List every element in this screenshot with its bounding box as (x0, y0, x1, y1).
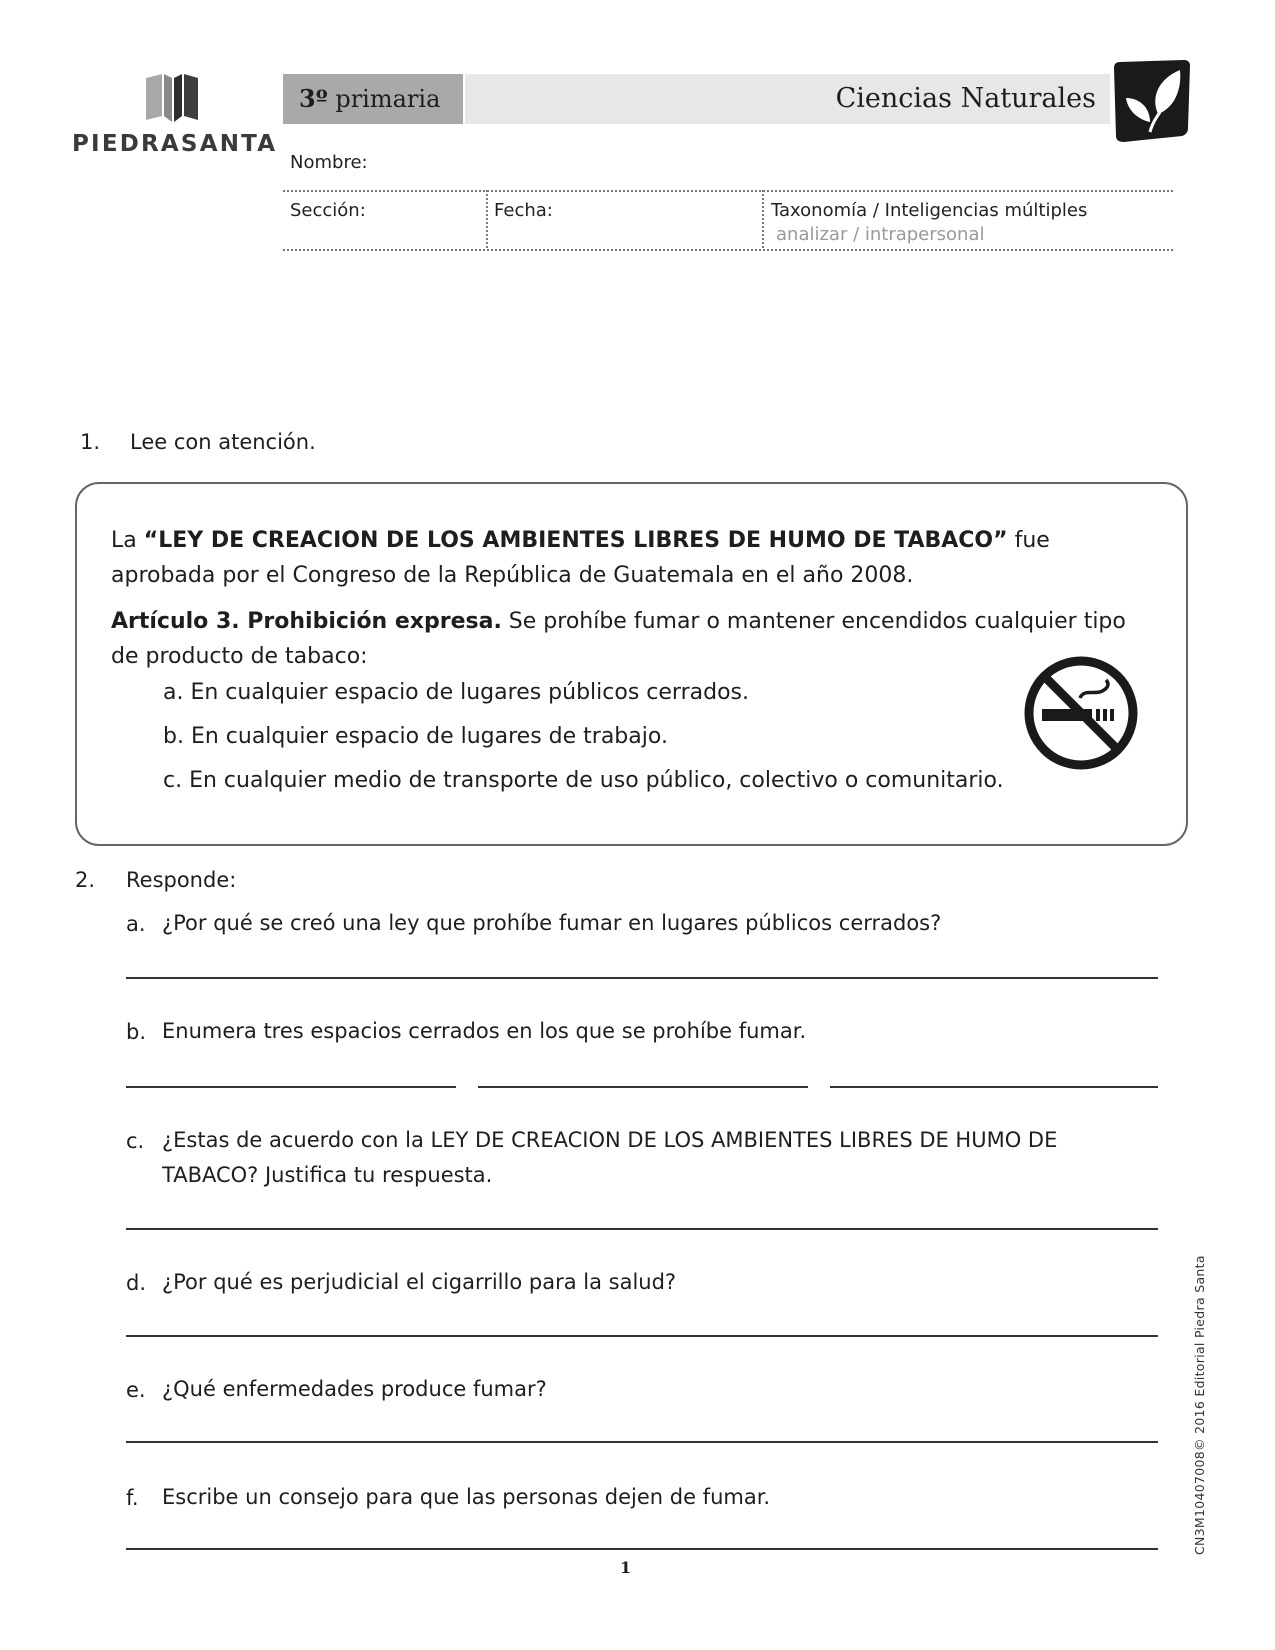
brand-logo: PIEDRASANTA (72, 131, 278, 157)
law-intro (111, 523, 1151, 593)
exercise-1-number: 1. (80, 430, 101, 454)
law-item: b. En cualquier espacio de lugares de trabajo. (163, 724, 668, 749)
answer-line[interactable] (478, 1086, 808, 1088)
question-text: ¿Por qué es perjudicial el cigarrillo para la salud? (162, 1270, 677, 1294)
answer-line[interactable] (126, 1228, 1158, 1230)
question-letter: c. (126, 1129, 145, 1153)
exercise-2-number: 2. (75, 868, 96, 892)
date-label: Fecha: (494, 200, 553, 221)
answer-line[interactable] (126, 977, 1158, 979)
law-item: a. En cualquier espacio de lugares públicos cerrados. (163, 680, 749, 705)
exercise-1-instruction: Lee con atención. (130, 430, 316, 454)
law-name: “LEY DE CREACION DE LOS AMBIENTES LIBRES DE HUMO DE TABACO” (143, 528, 1008, 553)
answer-line[interactable] (126, 1441, 1158, 1443)
section-label: Sección: (290, 200, 366, 221)
question-text: Enumera tres espacios cerrados en los que se prohíbe fumar. (162, 1019, 807, 1043)
question-text: ¿Por qué se creó una ley que prohíbe fumar en lugares públicos cerrados? (162, 911, 942, 935)
name-field-line[interactable] (283, 190, 1173, 192)
grade-label: primaria (335, 85, 441, 113)
taxonomy-label: Taxonomía / Inteligencias múltiples (771, 200, 1088, 221)
question-letter: e. (126, 1378, 146, 1402)
copyright-code: CN3M10407008© 2016 Editorial Piedra Santa (1192, 1255, 1207, 1555)
answer-line[interactable] (830, 1086, 1158, 1088)
law-item: c. En cualquier medio de transporte de uso público, colectivo o comunitario. (163, 768, 1004, 793)
law-intro-prefix: La (111, 528, 144, 553)
question-text: ¿Qué enfermedades produce fumar? (162, 1377, 547, 1401)
book-logo-icon (142, 72, 202, 124)
question-letter: a. (126, 912, 146, 936)
taxonomy-value: analizar / intrapersonal (776, 224, 985, 245)
question-text: Escribe un consejo para que las personas dejen de fumar. (162, 1485, 771, 1509)
answer-line[interactable] (126, 1086, 456, 1088)
grade-number: 3º (299, 84, 328, 113)
law-article (111, 604, 1151, 674)
question-letter: b. (126, 1020, 147, 1044)
article-text: Se prohíbe fumar o mantener encendidos cualquier tipo de producto de tabaco: (111, 609, 1126, 669)
article-title: Artículo 3. Prohibición expresa. (111, 609, 502, 634)
subject-title: Ciencias Naturales (465, 74, 1110, 124)
leaf-icon (1110, 58, 1192, 144)
question-letter: d. (126, 1271, 147, 1295)
name-label: Nombre: (290, 152, 368, 173)
question-letter: f. (126, 1486, 139, 1510)
page-number: 1 (620, 1558, 632, 1577)
form-bottom-line (283, 249, 1173, 251)
law-intro-suffix: fue aprobada por el Congreso de la República de Guatemala en el año 2008. (111, 528, 1050, 588)
question-text: ¿Estas de acuerdo con la LEY DE CREACION DE LOS AMBIENTES LIBRES DE HUMO DE TABACO? Justifica tu respuesta. (162, 1128, 1058, 1187)
field-divider (486, 190, 488, 248)
grade-badge (283, 74, 463, 124)
exercise-2-instruction: Responde: (126, 868, 237, 892)
no-smoking-icon (1022, 654, 1140, 772)
answer-line[interactable] (126, 1335, 1158, 1337)
answer-line[interactable] (126, 1548, 1158, 1550)
field-divider (762, 190, 764, 248)
